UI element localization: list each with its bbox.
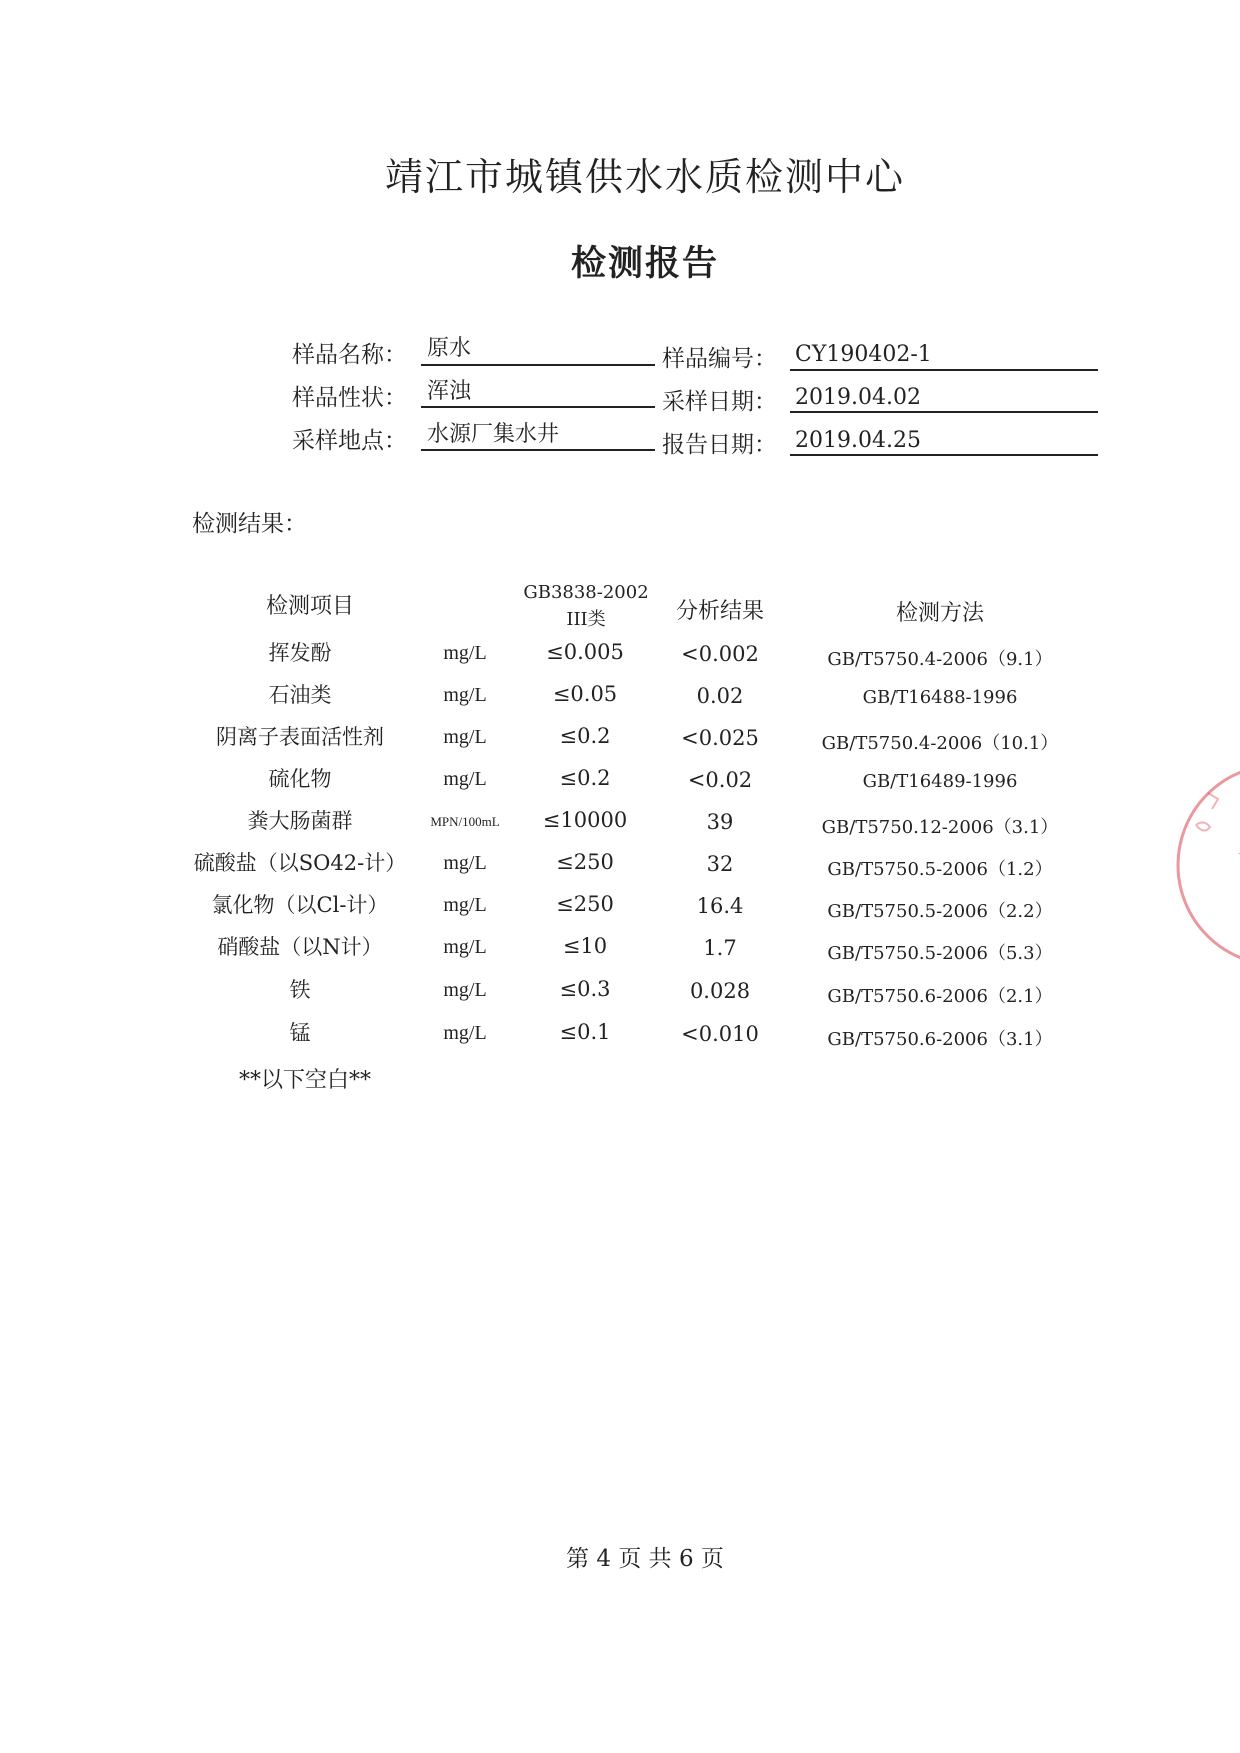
sampling-location-value: 水源厂集水井	[427, 422, 560, 447]
row-method: GB/T5750.5-2006（5.3）	[827, 943, 1053, 964]
row-result: 0.028	[689, 979, 751, 1003]
official-seal-stamp	[1168, 755, 1240, 975]
report-date-underline	[790, 454, 1098, 456]
row-standard: ≤250	[556, 892, 614, 916]
row-item: 硫化物	[268, 767, 332, 791]
row-item: 氯化物（以Cl-计）	[211, 893, 389, 917]
row-item: 挥发酚	[268, 641, 332, 665]
sampling-date-underline	[790, 411, 1098, 413]
page-number: 第 4 页 共 6 页	[566, 1546, 724, 1572]
row-unit: mg/L	[443, 726, 487, 748]
header-standard-line1: GB3838-2002	[523, 582, 649, 603]
row-standard: ≤0.2	[559, 766, 611, 790]
sampling-date-label: 采样日期：	[662, 389, 777, 415]
row-method: GB/T5750.4-2006（9.1）	[827, 649, 1053, 670]
sampling-location-label: 采样地点：	[292, 428, 407, 454]
row-unit: mg/L	[443, 1022, 487, 1044]
row-standard: ≤10	[562, 934, 608, 958]
row-result: 1.7	[703, 936, 737, 960]
row-result: <0.002	[681, 642, 759, 666]
header-standard-line2: III类	[566, 609, 606, 630]
row-standard: ≤10000	[542, 808, 628, 832]
row-unit: mg/L	[443, 852, 487, 874]
sample-appearance-label: 样品性状：	[292, 385, 407, 411]
report-date-value: 2019.04.25	[795, 428, 921, 453]
row-method: GB/T16488-1996	[862, 687, 1018, 708]
row-method: GB/T5750.6-2006（3.1）	[827, 1029, 1053, 1050]
row-unit: mg/L	[443, 894, 487, 916]
header-method: 检测方法	[895, 601, 984, 626]
header-item: 检测项目	[265, 594, 354, 619]
report-title: 检测报告	[570, 243, 719, 284]
row-unit: mg/L	[443, 642, 487, 664]
row-standard: ≤0.3	[559, 977, 611, 1001]
row-item: 粪大肠菌群	[247, 809, 353, 833]
row-unit: mg/L	[443, 768, 487, 790]
row-item: 阴离子表面活性剂	[216, 725, 384, 749]
row-unit: mg/L	[443, 684, 487, 706]
sample-appearance-value: 浑浊	[427, 379, 472, 404]
row-standard: ≤0.1	[559, 1020, 611, 1044]
row-item: 硝酸盐（以N计）	[217, 935, 383, 959]
row-standard: ≤0.005	[546, 640, 624, 664]
sample-number-underline	[790, 369, 1098, 371]
row-method: GB/T5750.6-2006（2.1）	[827, 986, 1053, 1007]
row-unit: mg/L	[443, 979, 487, 1001]
row-method: GB/T5750.4-2006（10.1）	[821, 733, 1059, 754]
organization-name: 靖江市城镇供水水质检测中心	[384, 155, 905, 199]
end-of-content-note: **以下空白**	[238, 1068, 371, 1093]
row-result: 32	[706, 852, 734, 876]
row-result: 16.4	[696, 894, 744, 918]
sampling-location-underline	[421, 449, 655, 451]
sampling-date-value: 2019.04.02	[795, 385, 921, 410]
sample-number-value: CY190402-1	[795, 342, 932, 367]
seal-ring	[1178, 765, 1240, 965]
row-result: 39	[706, 810, 734, 834]
row-standard: ≤250	[556, 850, 614, 874]
results-label: 检测结果：	[192, 511, 307, 537]
row-standard: ≤0.05	[552, 682, 618, 706]
row-result: 0.02	[696, 684, 744, 708]
row-standard: ≤0.2	[559, 724, 611, 748]
sample-name-underline	[421, 364, 655, 366]
row-method: GB/T5750.5-2006（2.2）	[827, 901, 1053, 922]
header-result: 分析结果	[675, 599, 764, 624]
row-item: 硫酸盐（以SO42-计）	[193, 851, 407, 875]
row-unit: MPN/100mL	[430, 814, 500, 829]
seal-glyph-mark-1	[1196, 822, 1210, 830]
row-result: <0.010	[681, 1022, 759, 1046]
sample-name-label: 样品名称：	[292, 342, 407, 368]
row-result: <0.025	[681, 726, 759, 750]
row-method: GB/T5750.12-2006（3.1）	[821, 817, 1059, 838]
sample-number-label: 样品编号：	[662, 346, 777, 372]
row-result: <0.02	[687, 768, 753, 792]
report-date-label: 报告日期：	[662, 432, 777, 458]
row-method: GB/T16489-1996	[862, 771, 1018, 792]
sample-name-value: 原水	[427, 336, 472, 361]
row-item: 石油类	[268, 683, 332, 707]
row-item: 锰	[289, 1021, 311, 1045]
sample-appearance-underline	[421, 406, 655, 408]
seal-glyph-mark-2	[1208, 793, 1218, 809]
row-item: 铁	[289, 978, 311, 1002]
row-unit: mg/L	[443, 936, 487, 958]
row-method: GB/T5750.5-2006（1.2）	[827, 859, 1053, 880]
